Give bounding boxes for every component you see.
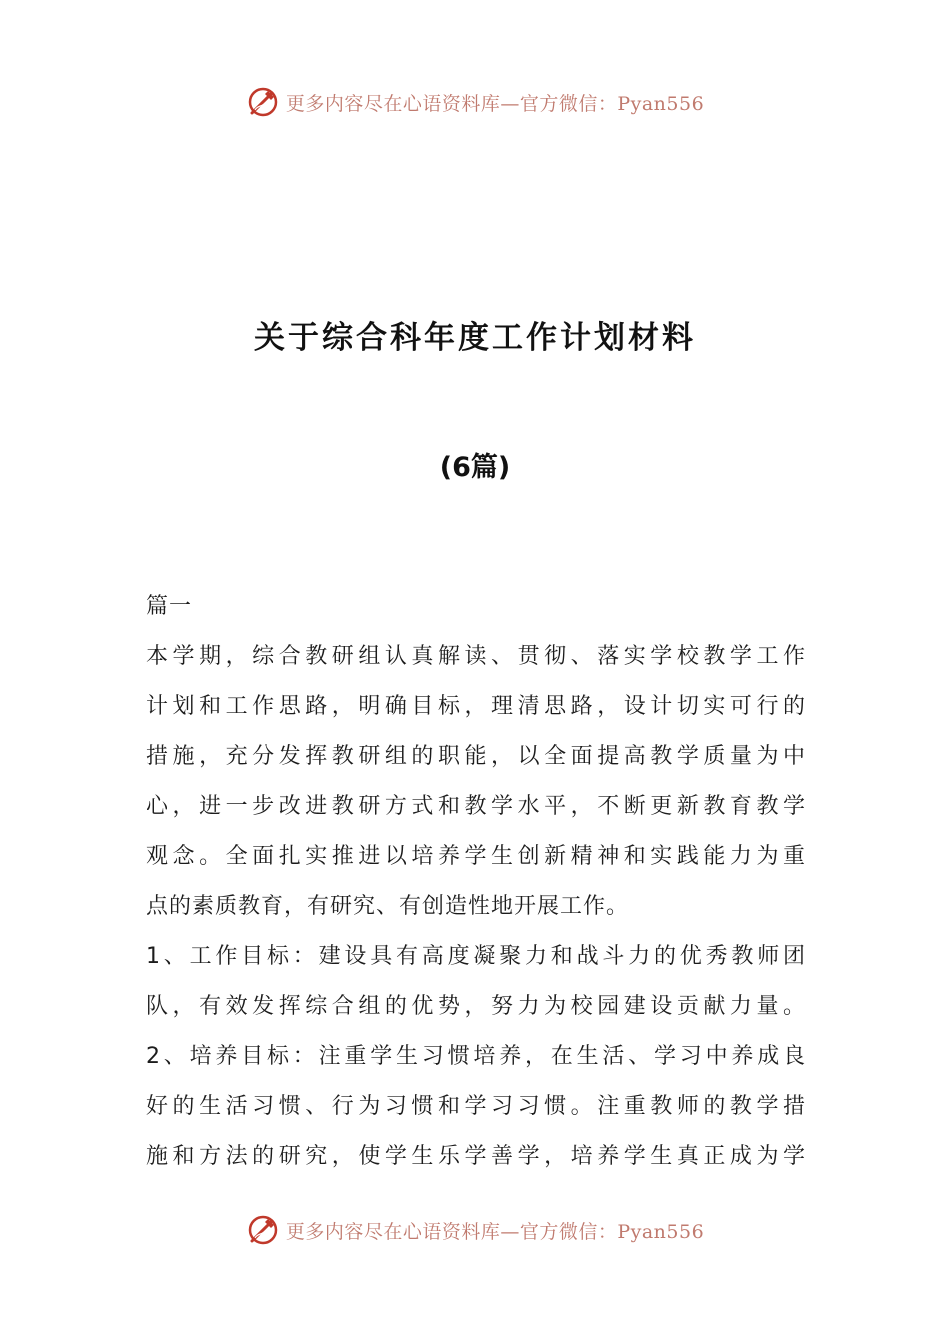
body-line: 1、工作目标：建设具有高度凝聚力和战斗力的优秀教师团 [146,944,806,969]
header-watermark [0,82,950,122]
body-line: 施和方法的研究，使学生乐学善学，培养学生真正成为学 [146,1144,806,1169]
body-line: 2、培养目标：注重学生习惯培养，在生活、学习中养成良 [146,1044,806,1069]
document-title: 关于综合科年度工作计划材料 [254,320,696,356]
body-line: 点的素质教育，有研究、有创造性地开展工作。 [146,894,630,919]
body-line: 措施，充分发挥教研组的职能，以全面提高教学质量为中 [146,744,806,769]
body-line: 好的生活习惯、行为习惯和学习习惯。注重教师的教学措 [146,1094,806,1119]
body-line: 观念。全面扎实推进以培养学生创新精神和实践能力为重 [146,844,806,869]
pen-logo-icon [246,85,280,119]
watermark-text: 更多内容尽在心语资料库—官方微信：Pyan556 [285,92,705,115]
body-line: 心，进一步改进教研方式和教学水平，不断更新教育教学 [146,794,806,819]
footer-watermark [0,1210,950,1250]
section-heading: 篇一 [146,594,193,619]
body-line: 队，有效发挥综合组的优势，努力为校园建设贡献力量。 [146,994,806,1019]
pen-logo-icon [246,1213,280,1247]
watermark-text: 更多内容尽在心语资料库—官方微信：Pyan556 [285,1220,705,1243]
document-body [146,582,806,1182]
body-line: 本学期，综合教研组认真解读、贯彻、落实学校教学工作 [146,644,806,669]
body-line: 计划和工作思路，明确目标，理清思路，设计切实可行的 [146,694,806,719]
document-subtitle: (6篇) [439,452,511,483]
